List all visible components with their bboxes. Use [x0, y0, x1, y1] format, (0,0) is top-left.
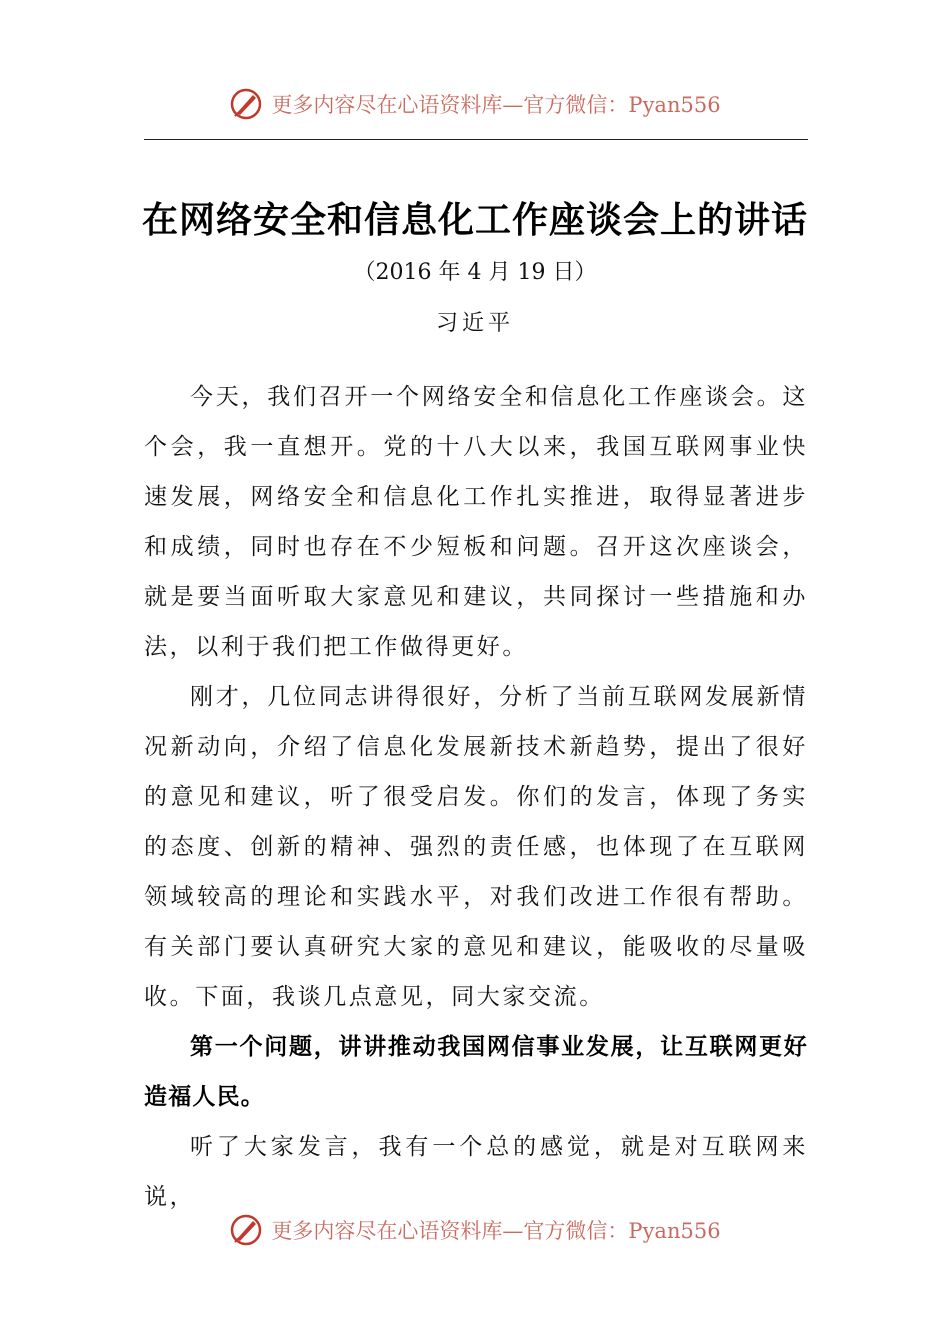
quill-logo-icon — [229, 1213, 263, 1247]
paragraph: 听了大家发言，我有一个总的感觉，就是对互联网来说， — [144, 1134, 808, 1210]
quill-logo-icon — [229, 87, 263, 121]
paragraph: 今天，我们召开一个网络安全和信息化工作座谈会。这个会，我一直想开。党的十八大以来，我国互联网事业快速发展，网络安全和信息化工作扎实推进，取得显著进步和成绩，同时也存在不少短板和问题。召开这次座谈会，就是要当面听取大家意见和建议，共同探讨一些措施和办法，以利于我们把工作做得更好。 — [144, 384, 808, 660]
header-watermark — [0, 84, 950, 124]
watermark-text: 更多内容尽在心语资料库—官方微信：Pyan556 — [271, 1219, 721, 1243]
watermark-text: 更多内容尽在心语资料库—官方微信：Pyan556 — [271, 93, 721, 117]
section-heading: 第一个问题，讲讲推动我国网信事业发展，让互联网更好造福人民。 — [144, 1034, 808, 1110]
document-body — [144, 372, 808, 1222]
header-rule — [144, 139, 808, 140]
document-date: （2016 年 4 月 19 日） — [353, 260, 597, 285]
footer-watermark — [0, 1210, 950, 1250]
paragraph: 刚才，几位同志讲得很好，分析了当前互联网发展新情况新动向，介绍了信息化发展新技术新趋势，提出了很好的意见和建议，听了很受启发。你们的发言，体现了务实的态度、创新的精神、强烈的责任感，也体现了在互联网领域较高的理论和实践水平，对我们改进工作很有帮助。有关部门要认真研究大家的意见和建议，能吸收的尽量吸收。下面，我谈几点意见，同大家交流。 — [144, 684, 808, 1010]
document-title: 在网络安全和信息化工作座谈会上的讲话 — [141, 199, 808, 241]
document-author: 习近平 — [435, 311, 514, 336]
